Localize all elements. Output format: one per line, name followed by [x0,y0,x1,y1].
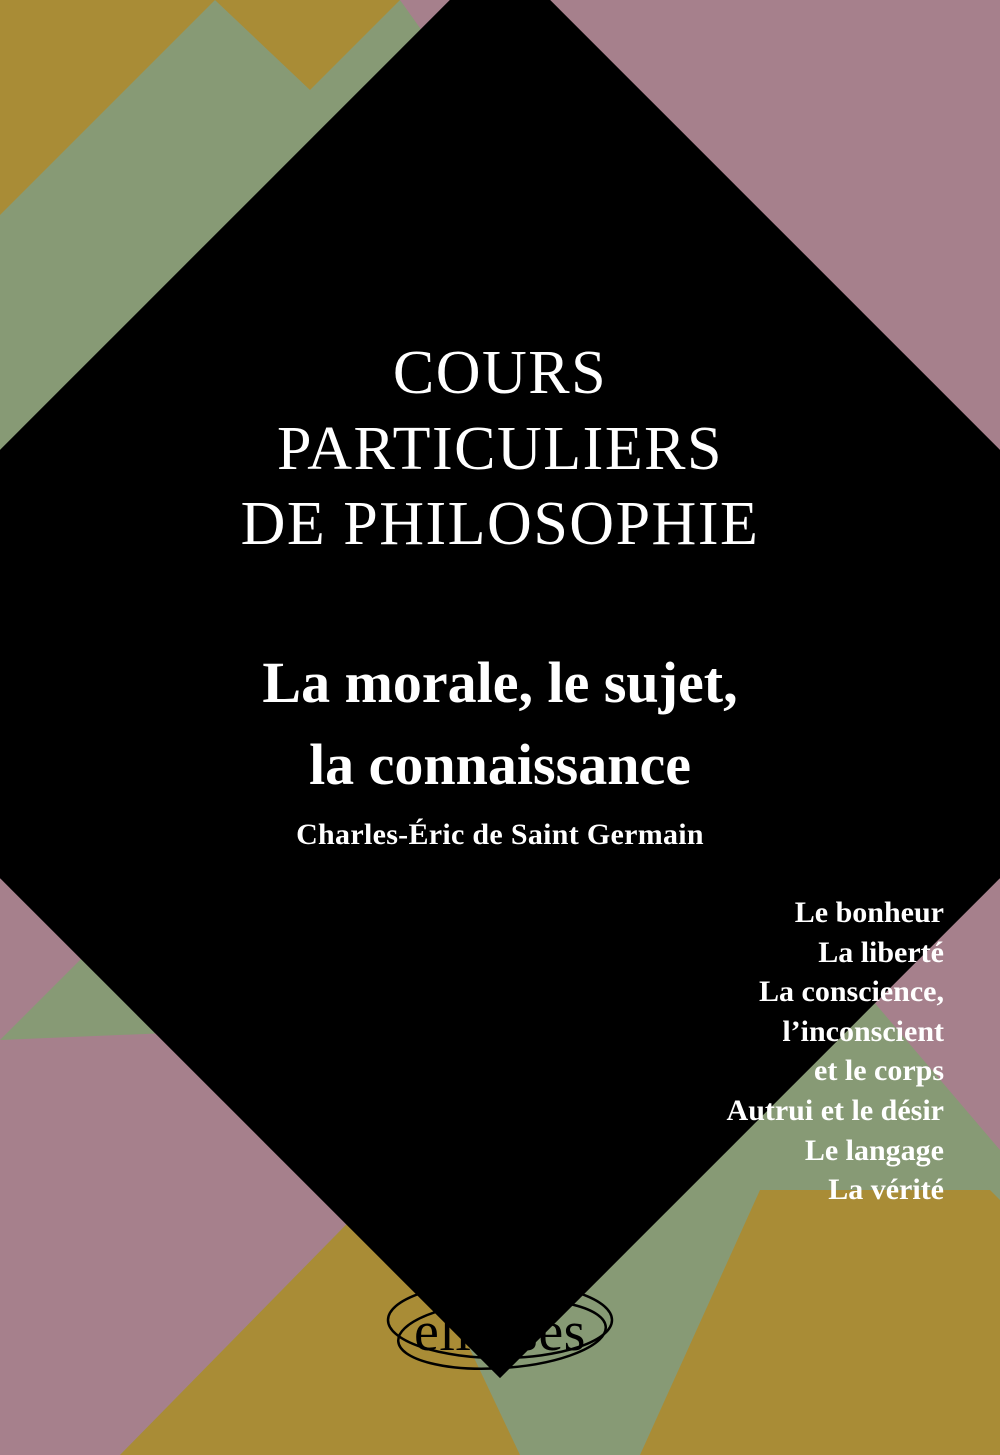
list-item: l’inconscient [782,1014,944,1048]
list-item: La vérité [828,1173,944,1207]
author-name: Charles-Éric de Saint Germain [296,818,704,851]
list-item: et le corps [814,1054,944,1088]
publisher-logo [370,1262,630,1392]
subtitle-line-2: la connaissance [309,732,691,798]
list-item: Autrui et le désir [726,1093,944,1127]
subtitle-line-1: La morale, le sujet, [262,650,738,715]
publisher-name: ellipses [414,1301,586,1363]
page-title [0,336,1000,563]
title-line-1: COURS [392,339,608,407]
list-item: Le langage [804,1133,944,1167]
title-line-2: PARTICULIERS [276,414,724,483]
list-item: La conscience, [759,975,944,1009]
list-item: Le bonheur [794,896,944,929]
list-item: La liberté [818,935,944,969]
topics-list [727,893,944,1210]
book-subtitle [0,642,1000,807]
title-line-3: DE PHILOSOPHIE [240,490,760,559]
